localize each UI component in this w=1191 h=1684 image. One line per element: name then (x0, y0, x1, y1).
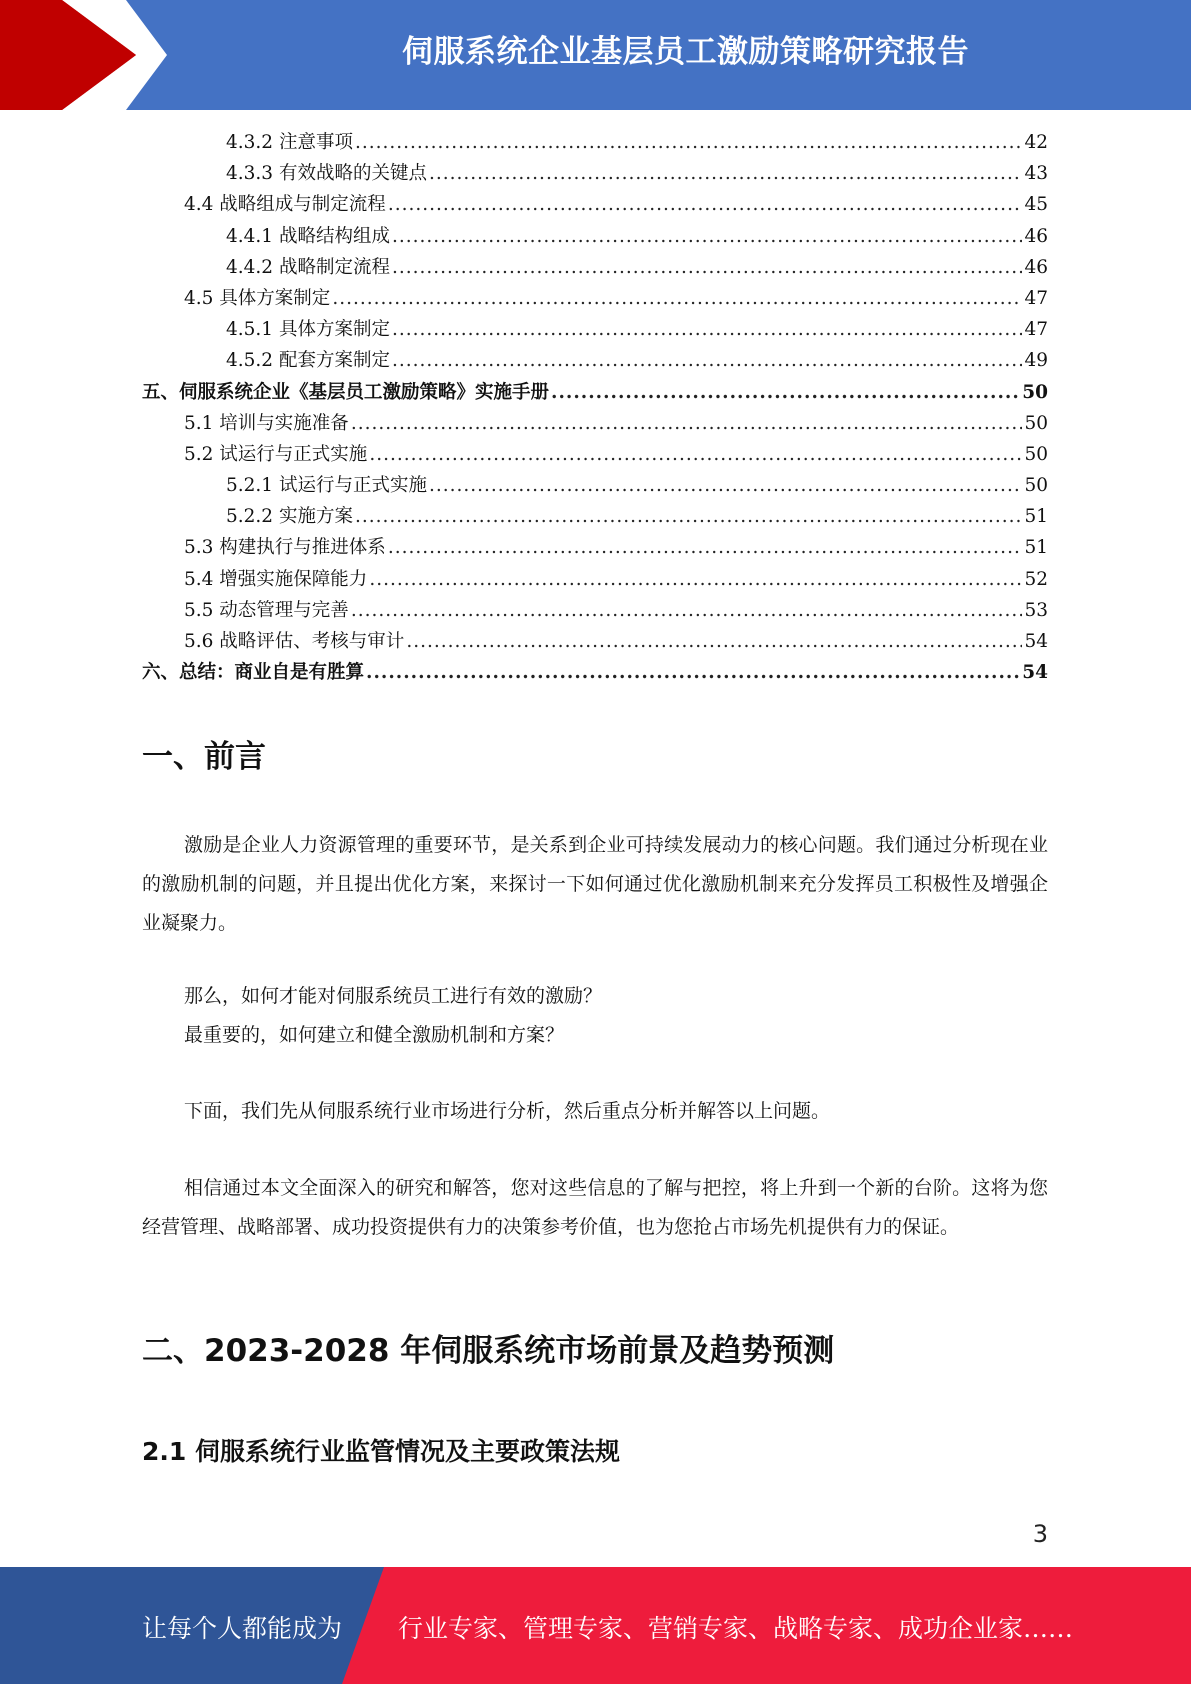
toc-entry-page: 54 (1022, 662, 1048, 684)
toc-dot-leader (551, 382, 1020, 403)
toc-entry-page: 50 (1024, 443, 1048, 465)
toc-entry-page: 46 (1024, 256, 1048, 278)
toc-entry-title: 4.5.1 具体方案制定 (226, 319, 390, 341)
toc-dot-leader (392, 319, 1022, 340)
toc-entry[interactable] (142, 502, 1048, 533)
toc-entry-page: 54 (1024, 631, 1048, 652)
toc-entry-title: 4.4 战略组成与制定流程 (184, 194, 386, 216)
toc-entry[interactable] (142, 627, 1048, 658)
toc-dot-leader (392, 257, 1022, 278)
toc-entry[interactable] (142, 565, 1048, 596)
toc-entry-page: 43 (1024, 163, 1048, 185)
toc-entry-title: 5.2.2 实施方案 (226, 506, 353, 528)
toc-entry[interactable] (142, 471, 1048, 502)
toc-entry-title: 4.5.2 配套方案制定 (226, 350, 390, 372)
page-header (0, 0, 1191, 110)
toc-entry-title: 六、总结：商业自是有胜算 (142, 662, 365, 684)
toc-entry-page: 53 (1024, 599, 1048, 621)
toc-entry-page: 50 (1024, 475, 1048, 497)
toc-entry[interactable] (142, 315, 1048, 346)
toc-dot-leader (366, 662, 1020, 683)
toc-dot-leader (392, 350, 1022, 371)
page-footer (0, 1567, 1191, 1684)
toc-entry-title: 4.5 具体方案制定 (184, 287, 331, 309)
toc-entry-title: 5.5 动态管理与完善 (184, 599, 349, 621)
footer-slogan-right: 行业专家、管理专家、营销专家、战略专家、成功企业家…… (398, 1614, 1074, 1643)
toc-entry-title: 5.6 战略评估、考核与审计 (184, 631, 405, 652)
toc-dot-leader (388, 537, 1023, 558)
section-heading-market: 二、2023-2028 年伺服系统市场前景及趋势预测 (142, 1333, 835, 1369)
preface-paragraph-2: 相信通过本文全面深入的研究和解答，您对这些信息的了解与把控，将上升到一个新的台阶。这将为您经营管理、战略部署、成功投资提供有力的决策参考价值，也为您抢占市场先机提供有力的保证。 (142, 1177, 1048, 1238)
toc-dot-leader (351, 600, 1023, 621)
toc-dot-leader (369, 569, 1022, 590)
toc-entry[interactable] (142, 190, 1048, 221)
toc-entry[interactable] (142, 409, 1048, 440)
toc-entry-page: 49 (1024, 350, 1048, 372)
toc-entry[interactable] (142, 440, 1048, 471)
toc-dot-leader (332, 288, 1022, 309)
preface-question-1: 那么，如何才能对伺服系统员工进行有效的激励？ (184, 985, 603, 1007)
toc-dot-leader (355, 132, 1023, 153)
toc-entry-page: 45 (1024, 194, 1048, 216)
toc-entry[interactable] (142, 658, 1048, 689)
toc-entry-page: 47 (1024, 319, 1048, 341)
toc-dot-leader (388, 194, 1023, 215)
page-number: 3 (1032, 1520, 1048, 1548)
toc-entry-title: 4.4.2 战略制定流程 (226, 256, 390, 278)
section-heading-preface: 一、前言 (142, 739, 266, 775)
toc-entry-page: 51 (1024, 537, 1048, 559)
preface-transition: 下面，我们先从伺服系统行业市场进行分析，然后重点分析并解答以上问题。 (184, 1100, 831, 1122)
toc-entry-page: 46 (1024, 225, 1048, 247)
toc-dot-leader (429, 475, 1022, 496)
toc-dot-leader (369, 444, 1022, 465)
toc-entry[interactable] (142, 378, 1048, 409)
toc-entry-title: 5.1 培训与实施准备 (184, 412, 349, 434)
toc-entry[interactable] (142, 596, 1048, 627)
footer-slogan-left: 让每个人都能成为 (142, 1614, 343, 1643)
preface-question-2: 最重要的，如何建立和健全激励机制和方案？ (184, 1024, 565, 1046)
toc-entry[interactable] (142, 128, 1048, 159)
toc-entry-title: 5.4 增强实施保障能力 (184, 568, 368, 590)
toc-entry-title: 5.2 试运行与正式实施 (184, 443, 368, 465)
toc-dot-leader (429, 163, 1022, 184)
toc-entry-title: 4.3.3 有效战略的关键点 (226, 163, 427, 185)
toc-dot-leader (406, 631, 1022, 652)
toc-entry-title: 5.2.1 试运行与正式实施 (226, 475, 427, 497)
subsection-heading-regulation: 2.1 伺服系统行业监管情况及主要政策法规 (142, 1437, 620, 1466)
toc-entry-title: 五、伺服系统企业《基层员工激励策略》实施手册 (142, 381, 550, 403)
toc-dot-leader (392, 226, 1022, 247)
report-title: 伺服系统企业基层员工激励策略研究报告 (402, 34, 969, 70)
toc-entry-title: 4.4.1 战略结构组成 (226, 225, 390, 247)
toc-entry[interactable] (142, 533, 1048, 564)
toc-entry[interactable] (142, 159, 1048, 190)
toc-entry-page: 51 (1024, 506, 1048, 528)
toc-entry-page: 52 (1024, 568, 1048, 590)
toc-entry-page: 50 (1024, 412, 1048, 434)
toc-entry-page: 50 (1022, 381, 1048, 403)
table-of-contents (142, 128, 1048, 689)
toc-entry-page: 47 (1024, 287, 1048, 309)
toc-entry-title: 5.3 构建执行与推进体系 (184, 537, 386, 559)
toc-entry[interactable] (142, 284, 1048, 315)
toc-entry[interactable] (142, 222, 1048, 253)
toc-dot-leader (355, 506, 1023, 527)
toc-dot-leader (351, 413, 1023, 434)
toc-entry[interactable] (142, 253, 1048, 284)
toc-entry[interactable] (142, 346, 1048, 377)
toc-entry-page: 42 (1024, 132, 1048, 153)
preface-paragraph-1: 激励是企业人力资源管理的重要环节，是关系到企业可持续发展动力的核心问题。我们通过分析现在业的激励机制的问题，并且提出优化方案，来探讨一下如何通过优化激励机制来充分发挥员工积极性及增强企业凝聚力。 (142, 834, 1048, 934)
toc-entry-title: 4.3.2 注意事项 (226, 132, 353, 153)
